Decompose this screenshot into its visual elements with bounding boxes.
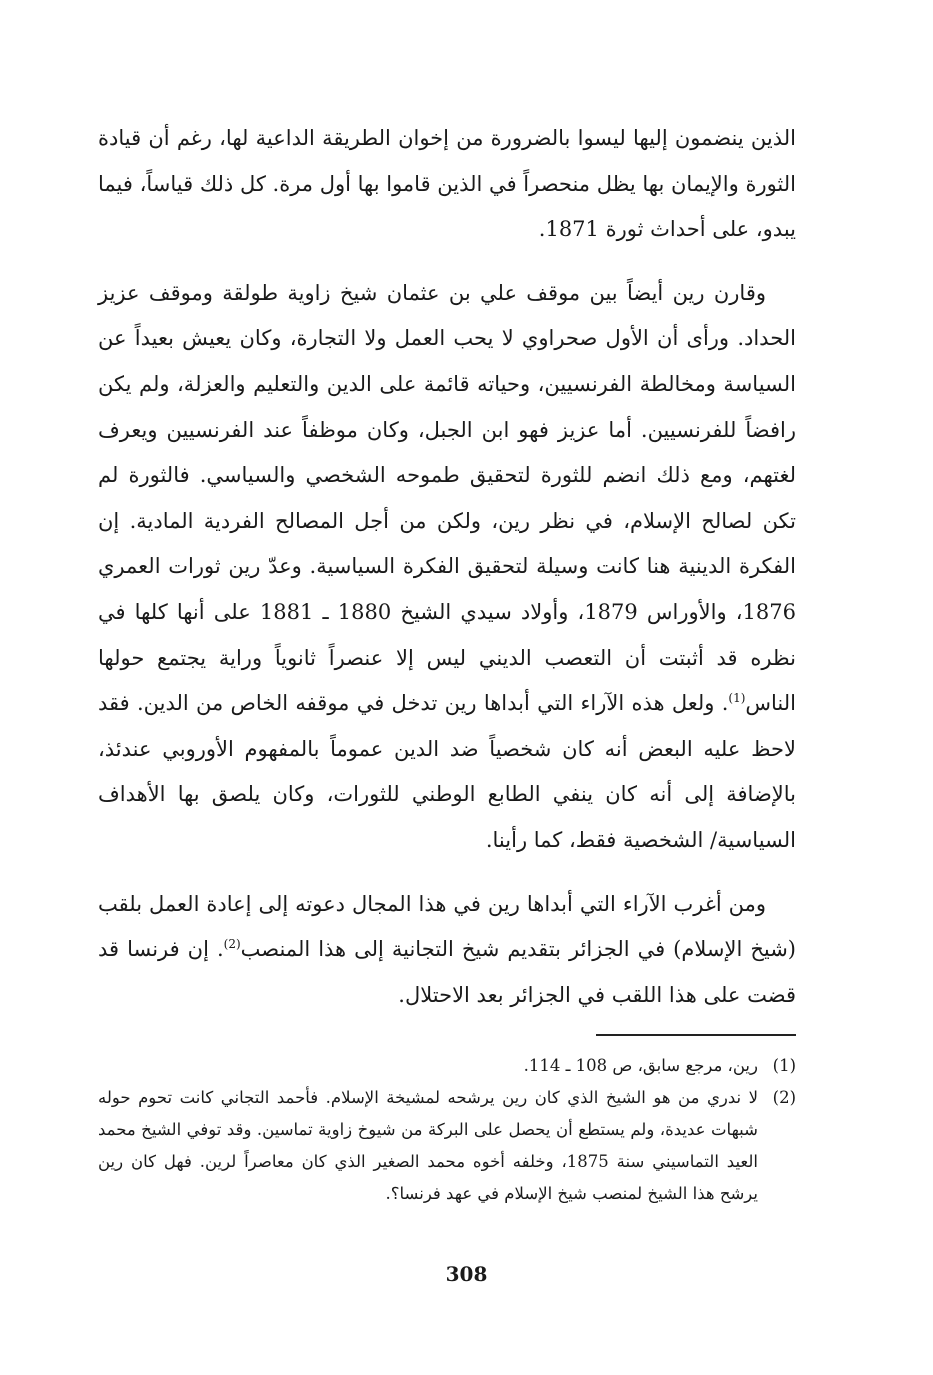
footnote-2 [98, 1082, 796, 1210]
footnote-2-text: لا ندري من هو الشيخ الذي كان رين يرشحه لمشيخة الإسلام. فأحمد التجاني كانت تحوم حوله شبهات عديدة، ولم يستطع أن يحصل على البركة من شيوخ زاوية تماسين. وقد توفي الشيخ محمد العيد التماسيني سنة 1875، وخلفه أخوه محمد الصغير الذي كان معاصراً لرين. فهل كان رين يرشح هذا الشيخ لمنصب شيخ الإسلام في عهد فرنسا؟. [98, 1088, 758, 1204]
paragraph-2 [98, 271, 796, 864]
footnote-2-mark: (2) [772, 1088, 796, 1108]
paragraph-3 [98, 882, 796, 1019]
paragraph-2-text-a: وقارن رين أيضاً بين موقف علي بن عثمان شيخ زاوية طولقة وموقف عزيز الحداد. ورأى أن الأول صحراوي لا يحب العمل ولا التجارة، وكان يعيش بعيداً عن السياسة ومخالطة الفرنسيين، وحياته قائمة على الدين والتعليم والعزلة، ولم يكن رافضاً للفرنسيين. أما عزيز فهو ابن الجبل، وكان موظفاً عند الفرنسيين ويعرف لغتهم، ومع ذلك انضم للثورة لتحقيق طموحه الشخصي والسياسي. فالثورة لم تكن لصالح الإسلام، في نظر رين، ولكن من أجل المصالح الفردية المادية. إن الفكرة الدينية هنا كانت وسيلة لتحقيق الفكرة السياسية. وعدّ رين ثورات العمري 1876، والأوراس 1879، وأولاد سيدي الشيخ 1880 ـ 1881 على أنها كلها في نظره قد أثبتت أن التعصب الديني ليس إلا عنصراً ثانوياً وراية يجتمع حولها الناس [98, 280, 796, 716]
footnote-ref-1[interactable]: (1) [728, 691, 746, 706]
footnote-1 [98, 1050, 796, 1082]
footnote-ref-2[interactable]: (2) [223, 937, 241, 952]
paragraph-3-text-b: . إن فرنسا قد قضت على هذا اللقب في الجزائر بعد الاحتلال. [98, 937, 796, 1007]
paragraph-3-text-a: ومن أغرب الآراء التي أبداها رين في هذا المجال دعوته إلى إعادة العمل بلقب (شيخ الإسلام) في الجزائر بتقديم شيخ التجانية إلى هذا المنصب [98, 891, 797, 962]
paragraph-1: الذين ينضمون إليها ليسوا بالضرورة من إخوان الطريقة الداعية لها، رغم أن قيادة الثورة والإيمان بها يظل منحصراً في الذين قاموا بها أول مرة. كل ذلك قياساً، فيما يبدو، على أحداث ثورة 1871. [98, 126, 796, 242]
page-number: 308 [445, 1262, 488, 1286]
page-body [98, 116, 796, 1210]
footnote-1-text: رين، مرجع سابق، ص 108 ـ 114. [523, 1056, 758, 1076]
footnote-1-mark: (1) [772, 1056, 796, 1076]
footnote-divider [596, 1034, 796, 1036]
paragraph-2-text-b: . ولعل هذه الآراء التي أبداها رين تدخل في موقفه الخاص من الدين. فقد لاحظ عليه البعض أنه كان شخصياً ضد الدين عموماً بالمفهوم الأوروبي عندئذ، بالإضافة إلى أنه كان ينفي الطابع الوطني للثورات، وكان يلصق بها الأهداف السياسية/ الشخصية فقط، كما رأينا. [98, 691, 796, 852]
